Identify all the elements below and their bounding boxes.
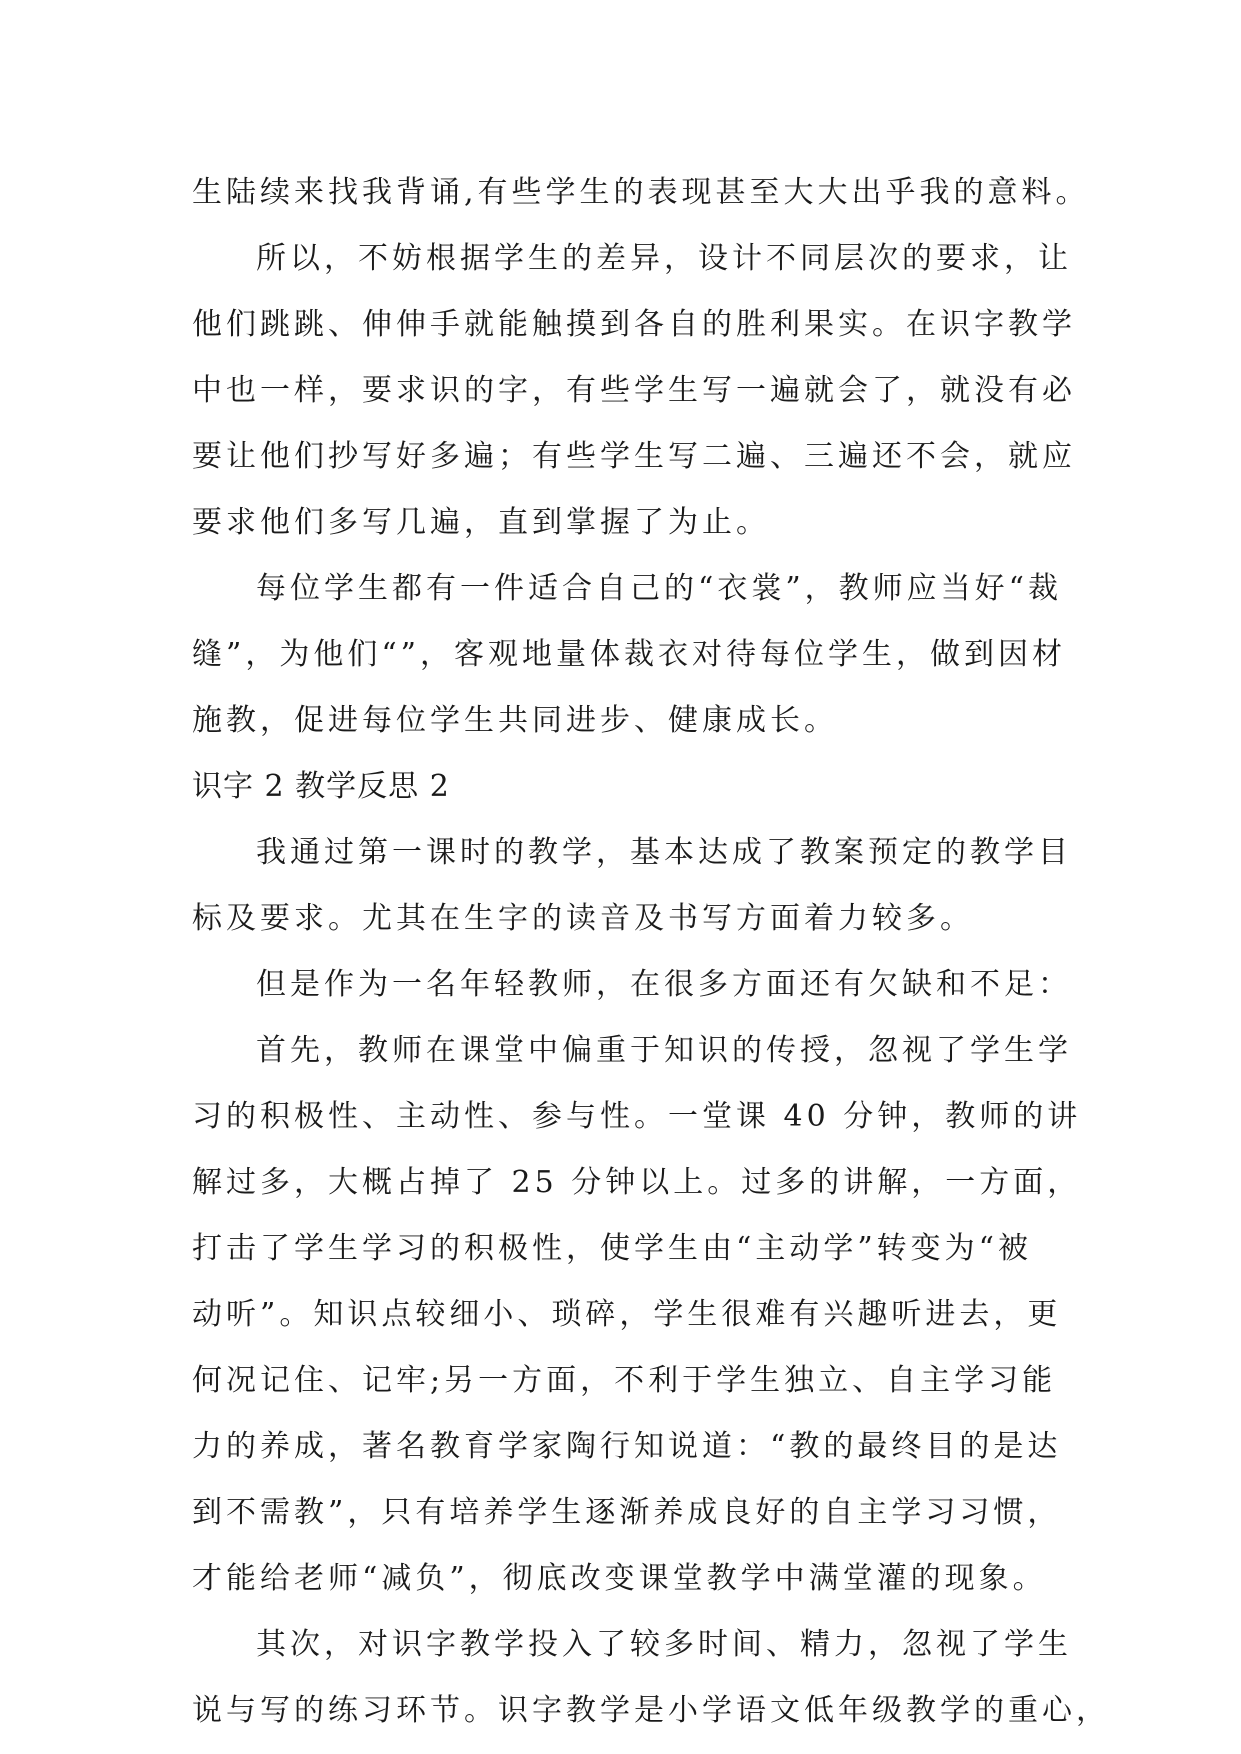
text-line: 他们跳跳、伸伸手就能触摸到各自的胜利果实。在识字教学 bbox=[192, 307, 1076, 342]
text-line: 生陆续来找我背诵,有些学生的表现甚至大大出乎我的意料。 bbox=[192, 175, 1090, 210]
paragraph-start-line: 首先，教师在课堂中偏重于知识的传授，忽视了学生学 bbox=[256, 1033, 1072, 1068]
text-line: 标及要求。尤其在生字的读音及书写方面着力较多。 bbox=[192, 901, 974, 936]
text-line: 施教，促进每位学生共同进步、健康成长。 bbox=[192, 703, 838, 738]
paragraph-start-line: 但是作为一名年轻教师，在很多方面还有欠缺和不足： bbox=[256, 967, 1072, 1002]
text-line: 要让他们抄写好多遍；有些学生写二遍、三遍还不会，就应 bbox=[192, 439, 1076, 474]
paragraph-start-line: 其次，对识字教学投入了较多时间、精力，忽视了学生 bbox=[256, 1627, 1072, 1662]
text-line: 缝”，为他们“”，客观地量体裁衣对待每位学生，做到因材 bbox=[192, 637, 1067, 672]
text-line: 力的养成，著名教育学家陶行知说道：“教的最终目的是达 bbox=[192, 1429, 1062, 1464]
text-line: 到不需教”，只有培养学生逐渐养成良好的自主学习习惯， bbox=[192, 1495, 1062, 1530]
section-heading: 识字 2 教学反思 2 bbox=[192, 769, 450, 804]
paragraph-start-line: 所以，不妨根据学生的差异，设计不同层次的要求，让 bbox=[256, 241, 1072, 276]
text-line: 中也一样，要求识的字，有些学生写一遍就会了，就没有必 bbox=[192, 373, 1076, 408]
text-line: 才能给老师“减负”，彻底改变课堂教学中满堂灌的现象。 bbox=[192, 1561, 1047, 1596]
text-line: 动听”。知识点较细小、琐碎，学生很难有兴趣听进去，更 bbox=[192, 1297, 1062, 1332]
text-line: 要求他们多写几遍，直到掌握了为止。 bbox=[192, 505, 770, 540]
text-line: 说与写的练习环节。识字教学是小学语文低年级教学的重心， bbox=[192, 1693, 1110, 1728]
paragraph-start-line: 我通过第一课时的教学，基本达成了教案预定的教学目 bbox=[256, 835, 1072, 870]
text-line: 解过多，大概占掉了 25 分钟以上。过多的讲解，一方面， bbox=[192, 1165, 1082, 1200]
text-line: 何况记住、记牢;另一方面，不利于学生独立、自主学习能 bbox=[192, 1363, 1057, 1398]
text-line: 打击了学生学习的积极性，使学生由“主动学”转变为“被 bbox=[192, 1231, 1033, 1266]
text-line: 习的积极性、主动性、参与性。一堂课 40 分钟，教师的讲 bbox=[192, 1099, 1082, 1134]
paragraph-start-line: 每位学生都有一件适合自己的“衣裳”，教师应当好“裁 bbox=[256, 571, 1063, 606]
body-text bbox=[192, 160, 1110, 1744]
